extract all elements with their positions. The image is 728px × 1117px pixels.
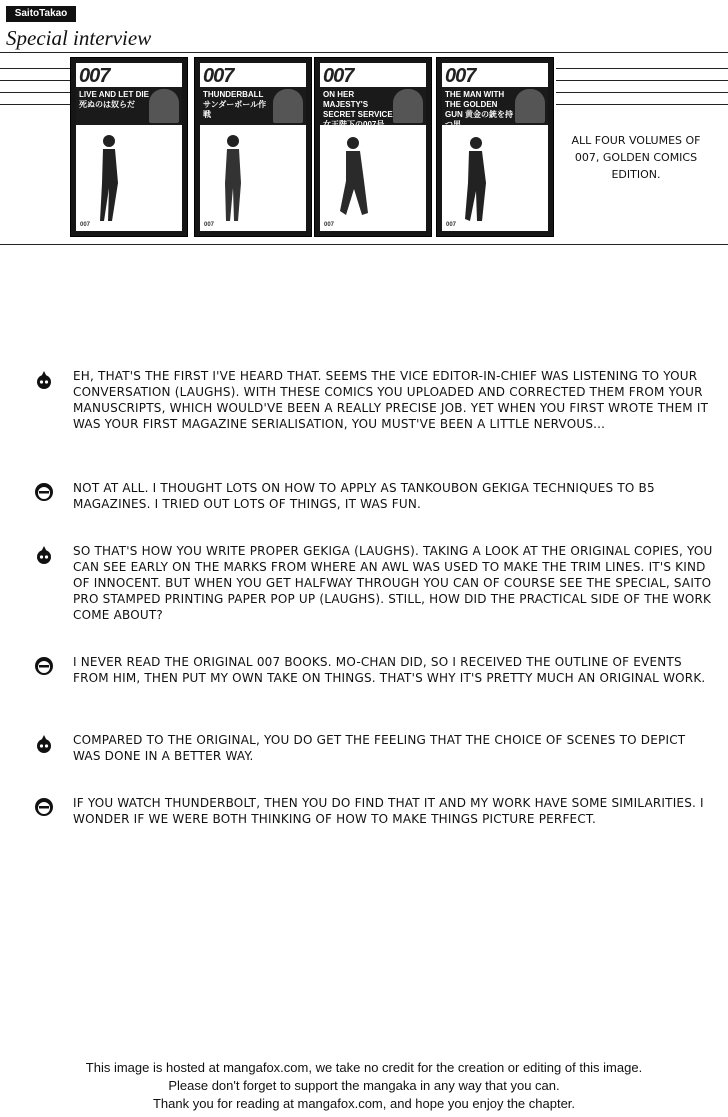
book-footer: 007 [324, 222, 335, 228]
credit-line: Please don't forget to support the mangaka in any way that you can. [168, 1078, 560, 1093]
image-caption: ALL FOUR VOLUMES OF 007, GOLDEN COMICS EDITION. [571, 134, 701, 181]
book-title: ON HER MAJESTY'S SECRET SERVICE 女王陛下の007号 [323, 90, 393, 129]
portrait-image [393, 89, 423, 123]
divider [0, 52, 728, 53]
interviewee-icon [34, 482, 54, 502]
credit-line: Thank you for reading at mangafox.com, and hope you enjoy the chapter. [152, 1096, 576, 1111]
book-cover [70, 57, 188, 237]
author-badge: SaitoTakao [6, 6, 76, 22]
book-footer: 007 [80, 222, 91, 228]
book-cover [314, 57, 432, 237]
figure-image [338, 133, 368, 223]
portrait-image [149, 89, 179, 123]
book-cover [194, 57, 312, 237]
dialogue-text: I NEVER READ THE ORIGINAL 007 BOOKS. MO-CHAN DID, SO I RECEIVED THE OUTLINE OF EVENTS FROM HIM, THEN PUT MY OWN TAKE ON THINGS. THAT'S WHY IT'S PRETTY MUCH AN ORIGINAL WORK. [73, 655, 706, 685]
divider [0, 68, 70, 69]
divider [556, 92, 728, 93]
divider [0, 104, 70, 105]
interviewer-icon [34, 545, 54, 565]
divider [556, 68, 728, 69]
divider [0, 80, 70, 81]
credit-line: This image is hosted at mangafox.com, we take no credit for the creation or editing of this image. [85, 1060, 643, 1075]
interviewee-icon [34, 797, 54, 817]
dialogue-text: COMPARED TO THE ORIGINAL, YOU DO GET THE FEELING THAT THE CHOICE OF SCENES TO DEPICT WAS DONE IN A BETTER WAY. [73, 733, 686, 763]
divider [556, 80, 728, 81]
portrait-image [515, 89, 545, 123]
portrait-image [273, 89, 303, 123]
figure-image [460, 133, 490, 223]
divider [556, 104, 728, 105]
interviewer-icon [34, 734, 54, 754]
book-logo: 007 [79, 65, 110, 87]
book-footer: 007 [446, 222, 457, 228]
book-logo: 007 [203, 65, 234, 87]
book-logo: 007 [323, 65, 354, 87]
interviewer-icon [34, 370, 54, 390]
book-cover [436, 57, 554, 237]
dialogue-text: NOT AT ALL. I THOUGHT LOTS ON HOW TO APPLY AS TANKOUBON GEKIGA TECHNIQUES TO B5 MAGAZINES. I TRIED OUT LOTS OF THINGS, IT WAS FUN. [73, 481, 655, 511]
divider [0, 92, 70, 93]
divider [0, 244, 728, 245]
book-logo: 007 [445, 65, 476, 87]
dialogue-text: EH, THAT'S THE FIRST I'VE HEARD THAT. SEEMS THE VICE EDITOR-IN-CHIEF WAS LISTENING TO YOUR CONVERSATION (LAUGHS). WITH THESE COMICS YOU UPLOADED AND CORRECTED THEM FROM YOUR MANUSCRIPTS, WHICH WOULD'VE BEEN A REALLY PRECISE JOB. YET WHEN YOU FIRST WROTE THEM IT WAS YOUR FIRST MAGAZINE SERIALISATION, YOU MUST'VE BEEN A LITTLE NERVOUS... [73, 369, 709, 431]
dialogue-text: SO THAT'S HOW YOU WRITE PROPER GEKIGA (LAUGHS). TAKING A LOOK AT THE ORIGINAL COPIES, YOU CAN SEE EARLY ON THE MARKS FROM WHERE AN AWL WAS USED TO MAKE THE TRIM LINES. IT'S KIND OF INNOCENT. BUT WHEN YOU GET HALFWAY THROUGH YOU CAN OF COURSE SEE THE SPECIAL, SAITO PRO STAMPED PRINTING PAPER POP UP (LAUGHS). STILL, HOW DID THE PRACTICAL SIDE OF THE WORK COME ABOUT? [73, 544, 713, 622]
book-title: THUNDERBALL サンダーボール作戦 [203, 90, 267, 119]
figure-image [218, 133, 248, 223]
book-footer: 007 [204, 222, 215, 228]
dialogue-text: IF YOU WATCH THUNDERBOLT, THEN YOU DO FIND THAT IT AND MY WORK HAVE SOME SIMILARITIES. I WONDER IF WE WERE BOTH THINKING OF HOW TO MAKE THINGS PICTURE PERFECT. [73, 796, 704, 826]
book-title: THE MAN WITH THE GOLDEN GUN 黄金の銃を持つ男 [445, 90, 513, 129]
book-title: LIVE AND LET DIE 死ぬのは奴らだ [79, 90, 149, 109]
page-title: Special interview [6, 26, 152, 50]
interviewee-icon [34, 656, 54, 676]
figure-image [94, 133, 124, 223]
